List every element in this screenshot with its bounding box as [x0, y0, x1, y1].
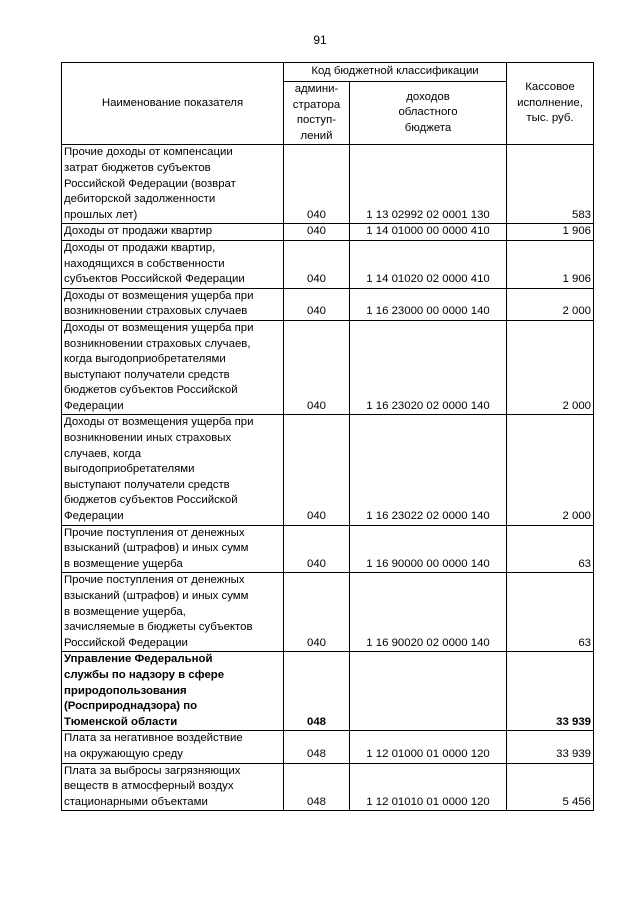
row-name: Доходы от продажи квартир, находящихся в собственности субъектов Российской Федерации [62, 240, 284, 288]
table-row [62, 525, 594, 573]
header-execution: Кассовое исполнение, тыс. руб. [507, 63, 594, 145]
row-value: 2 000 [507, 288, 594, 320]
row-value: 33 939 [507, 652, 594, 731]
row-budget-code: 1 13 02992 02 0001 130 [350, 145, 507, 224]
table-row [62, 652, 594, 731]
row-name: Доходы от возмещения ущерба при возникновении иных страховых случаев, когда выгодоприобретателями выступают получатели средств бюджетов субъектов Российской Федерации [62, 415, 284, 525]
row-name: Доходы от возмещения ущерба при возникновении страховых случаев [62, 288, 284, 320]
row-budget-code: 1 16 23020 02 0000 140 [350, 320, 507, 415]
row-budget-code [350, 652, 507, 731]
table-row [62, 145, 594, 224]
row-name: Доходы от продажи квартир [62, 224, 284, 241]
row-name: Плата за негативное воздействие на окружающую среду [62, 731, 284, 763]
header-indicator: Наименование показателя [62, 63, 284, 145]
table-row [62, 763, 594, 811]
row-budget-code: 1 12 01010 01 0000 120 [350, 763, 507, 811]
row-budget-code: 1 14 01020 02 0000 410 [350, 240, 507, 288]
header-income: доходов областного бюджета [350, 82, 507, 145]
table-row [62, 240, 594, 288]
header-administrator: админи- стратора поступ- лений [284, 82, 350, 145]
row-admin-code: 040 [284, 525, 350, 573]
row-budget-code: 1 12 01000 01 0000 120 [350, 731, 507, 763]
table-row [62, 415, 594, 525]
header-kbk-group: Код бюджетной классификации [284, 63, 507, 82]
row-budget-code: 1 14 01000 00 0000 410 [350, 224, 507, 241]
row-admin-code: 040 [284, 224, 350, 241]
row-value: 33 939 [507, 731, 594, 763]
row-value: 1 906 [507, 224, 594, 241]
row-budget-code: 1 16 90000 00 0000 140 [350, 525, 507, 573]
table-row [62, 320, 594, 415]
row-name: Прочие поступления от денежных взысканий (штрафов) и иных сумм в возмещение ущерба, зачисляемые в бюджеты субъектов Российской Федерации [62, 573, 284, 652]
row-value: 1 906 [507, 240, 594, 288]
row-name: Прочие поступления от денежных взысканий (штрафов) и иных сумм в возмещение ущерба [62, 525, 284, 573]
row-admin-code: 040 [284, 145, 350, 224]
page-number: 91 [313, 33, 327, 47]
budget-table [61, 62, 594, 811]
row-value: 63 [507, 573, 594, 652]
row-value: 583 [507, 145, 594, 224]
row-admin-code: 048 [284, 763, 350, 811]
row-admin-code: 040 [284, 415, 350, 525]
row-admin-code: 040 [284, 240, 350, 288]
row-admin-code: 040 [284, 573, 350, 652]
table-row [62, 288, 594, 320]
row-admin-code: 048 [284, 652, 350, 731]
row-budget-code: 1 16 90020 02 0000 140 [350, 573, 507, 652]
row-admin-code: 040 [284, 288, 350, 320]
table-row [62, 573, 594, 652]
row-name: Плата за выбросы загрязняющих веществ в атмосферный воздух стационарными объектами [62, 763, 284, 811]
row-value: 5 456 [507, 763, 594, 811]
row-value: 63 [507, 525, 594, 573]
row-admin-code: 048 [284, 731, 350, 763]
row-name: Управление Федеральной службы по надзору в сфере природопользования (Росприроднадзора) по Тюменской области [62, 652, 284, 731]
row-value: 2 000 [507, 320, 594, 415]
table-row [62, 731, 594, 763]
row-name: Прочие доходы от компенсации затрат бюджетов субъектов Российской Федерации (возврат дебиторской задолженности прошлых лет) [62, 145, 284, 224]
row-admin-code: 040 [284, 320, 350, 415]
row-budget-code: 1 16 23000 00 0000 140 [350, 288, 507, 320]
row-value: 2 000 [507, 415, 594, 525]
row-name: Доходы от возмещения ущерба при возникновении страховых случаев, когда выгодоприобретателями выступают получатели средств бюджетов субъектов Российской Федерации [62, 320, 284, 415]
row-budget-code: 1 16 23022 02 0000 140 [350, 415, 507, 525]
table-row [62, 224, 594, 241]
